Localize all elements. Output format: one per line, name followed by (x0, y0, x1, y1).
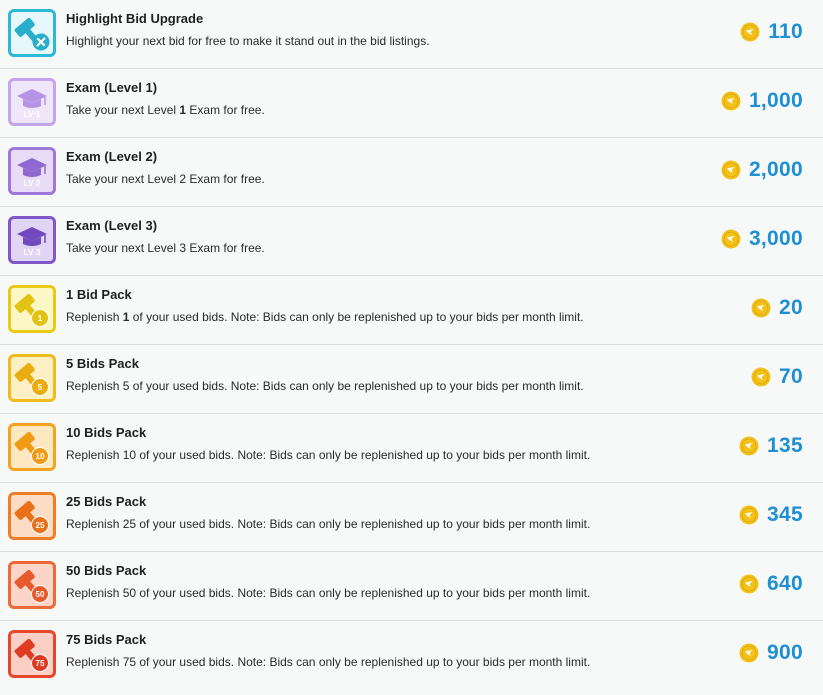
price-tag[interactable] (751, 296, 803, 320)
hammer-icon (8, 285, 56, 333)
desc-text: Take your next Level 2 Exam for free. (66, 172, 265, 186)
price-amount: 640 (767, 572, 803, 595)
graduation-cap-icon (8, 78, 56, 126)
hammer-icon (8, 561, 56, 609)
upgrade-list-item[interactable] (0, 621, 823, 687)
price-amount: 2,000 (748, 158, 803, 181)
bid-count-badge: 50 (35, 590, 45, 599)
price-amount: 20 (779, 296, 803, 319)
level-badge-text: LV 1 (23, 109, 41, 119)
item-description (66, 448, 590, 462)
price-tag[interactable] (739, 572, 803, 596)
upgrade-list-item[interactable] (0, 414, 823, 483)
upgrade-list-item[interactable] (0, 207, 823, 276)
desc-emphasis: 1 (179, 103, 187, 117)
price-tag[interactable] (721, 158, 803, 182)
hammer-icon (8, 492, 56, 540)
upgrade-list-item[interactable] (0, 69, 823, 138)
item-description (66, 655, 590, 669)
bid-count-badge: 25 (35, 521, 45, 530)
bid-count-badge: 10 (35, 452, 45, 461)
price-tag[interactable] (751, 365, 803, 389)
graduation-cap-icon (8, 147, 56, 195)
desc-text: Highlight your next bid for free to make it stand out in the bid listings. (66, 34, 430, 48)
coin-icon (721, 229, 741, 249)
desc-text: Replenish 10 of your used bids. Note: Bids can only be replenished up to your bids per month limit. (66, 448, 591, 462)
item-description (66, 241, 265, 255)
desc-text: Replenish 50 of your used bids. Note: Bids can only be replenished up to your bids per month limit. (66, 586, 591, 600)
coin-icon (739, 643, 759, 663)
hammer-icon (8, 630, 56, 678)
item-title: 25 Bids Pack (66, 494, 147, 509)
price-amount: 900 (767, 641, 803, 664)
item-description (66, 586, 590, 600)
item-title: 10 Bids Pack (66, 425, 147, 440)
hammer-icon (8, 423, 56, 471)
coin-icon (751, 367, 771, 387)
upgrade-list-item[interactable] (0, 276, 823, 345)
item-title: 50 Bids Pack (66, 563, 147, 578)
item-description (66, 310, 584, 324)
coin-icon (740, 22, 760, 42)
item-description (66, 379, 584, 393)
upgrade-list-item[interactable] (0, 345, 823, 414)
coin-icon (739, 505, 759, 525)
upgrade-list-item[interactable] (0, 138, 823, 207)
desc-text: Take your next Level (66, 103, 180, 117)
price-tag[interactable] (739, 434, 803, 458)
upgrade-list-item[interactable] (0, 0, 823, 69)
price-tag[interactable] (721, 89, 803, 113)
bid-count-badge: 75 (35, 659, 45, 668)
bid-count-badge: 1 (37, 314, 43, 323)
price-amount: 345 (767, 503, 803, 526)
item-description (66, 172, 265, 186)
coin-icon (751, 298, 771, 318)
price-amount: 70 (779, 365, 803, 388)
desc-text: Replenish 75 of your used bids. Note: Bids can only be replenished up to your bids per month limit. (66, 655, 591, 669)
coin-icon (721, 160, 741, 180)
level-badge-text: LV 2 (23, 178, 41, 188)
desc-text: Take your next Level 3 Exam for free. (66, 241, 265, 255)
price-amount: 3,000 (748, 227, 803, 250)
desc-emphasis: 1 (122, 310, 130, 324)
price-amount: 1,000 (748, 89, 803, 112)
desc-text: Replenish 5 of your used bids. Note: Bids can only be replenished up to your bids per month limit. (66, 379, 584, 393)
item-title: 75 Bids Pack (66, 632, 147, 647)
price-tag[interactable] (721, 227, 803, 251)
item-title: Highlight Bid Upgrade (66, 11, 204, 26)
desc-text-tail: Exam for free. (186, 103, 265, 117)
hammer-icon (8, 354, 56, 402)
price-amount: 135 (767, 434, 803, 457)
item-description (66, 517, 590, 531)
desc-text: Replenish 25 of your used bids. Note: Bids can only be replenished up to your bids per month limit. (66, 517, 591, 531)
item-title: Exam (Level 1) (66, 80, 158, 95)
coin-icon (721, 91, 741, 111)
highlight-hammer-icon (8, 9, 56, 57)
desc-text-tail: of your used bids. Note: Bids can only be replenished up to your bids per month limit. (129, 310, 584, 324)
level-badge-text: LV 3 (23, 247, 41, 257)
price-tag[interactable] (739, 503, 803, 527)
item-title: 1 Bid Pack (66, 287, 132, 302)
desc-text: Replenish (66, 310, 123, 324)
price-amount: 110 (768, 20, 803, 43)
price-tag[interactable] (740, 20, 803, 44)
price-tag[interactable] (739, 641, 803, 665)
upgrade-list-item[interactable] (0, 552, 823, 621)
coin-icon (739, 436, 759, 456)
graduation-cap-icon (8, 216, 56, 264)
item-description (66, 34, 430, 48)
upgrade-list-item[interactable] (0, 483, 823, 552)
coin-icon (739, 574, 759, 594)
item-title: Exam (Level 3) (66, 218, 158, 233)
item-title: Exam (Level 2) (66, 149, 158, 164)
bid-count-badge: 5 (37, 383, 43, 392)
item-description (66, 103, 265, 117)
item-title: 5 Bids Pack (66, 356, 139, 371)
